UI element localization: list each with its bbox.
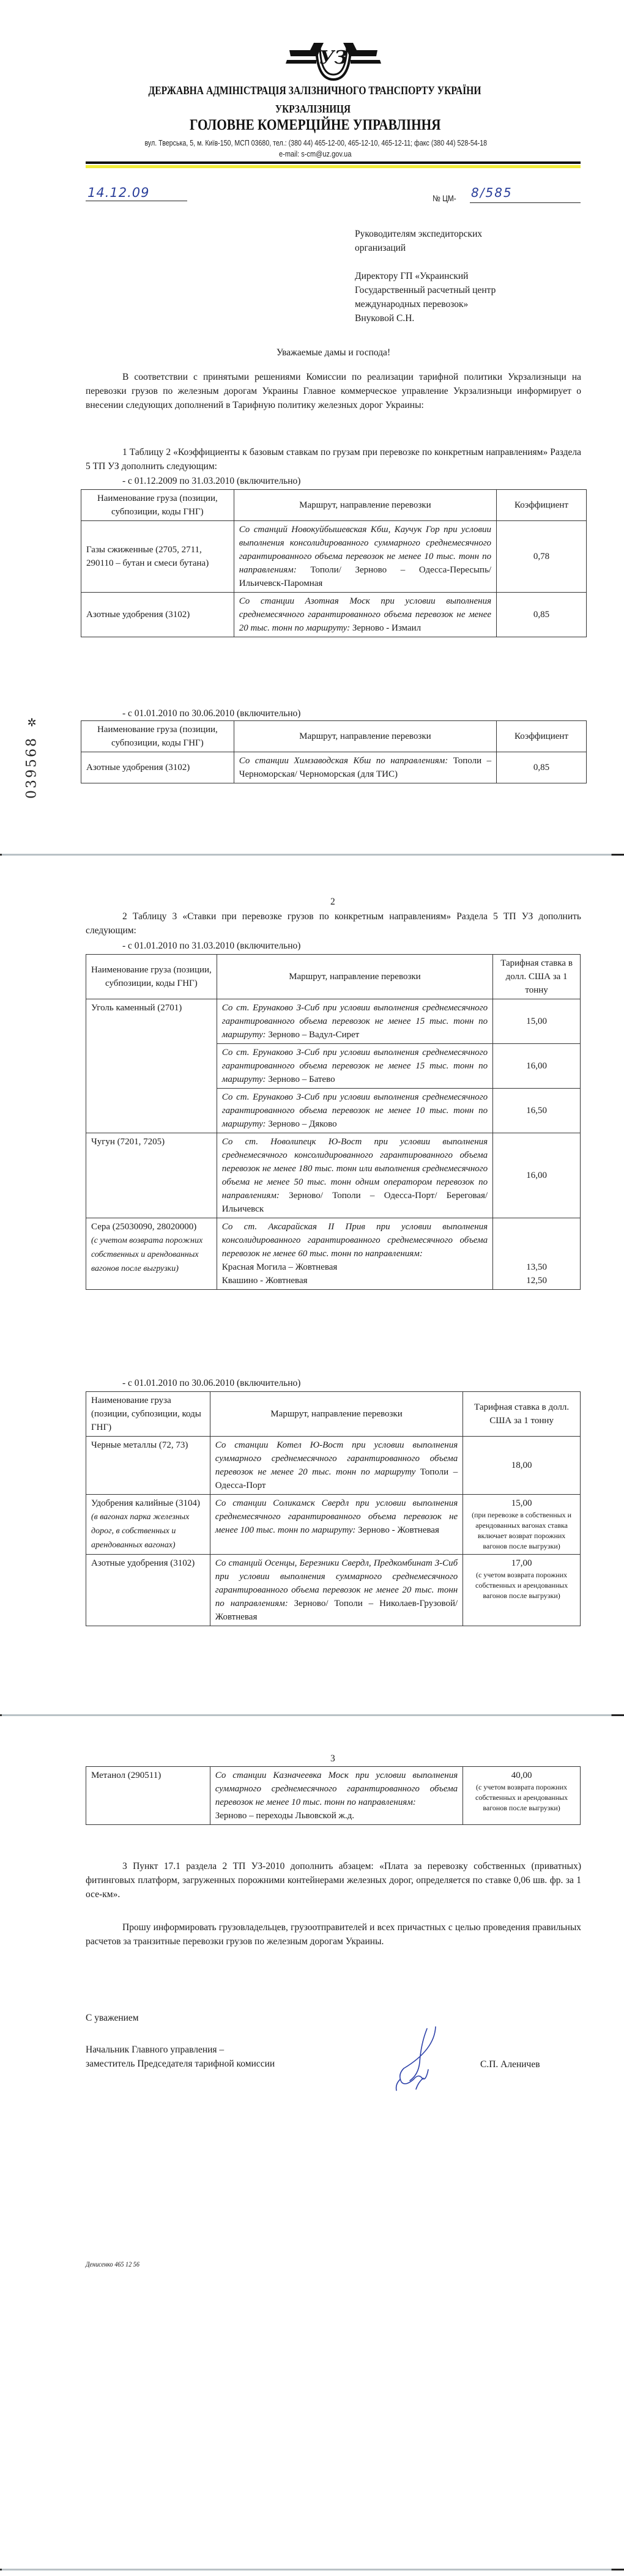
table-row <box>86 1767 581 1825</box>
addressee-line: Внуковой С.Н. <box>355 313 415 324</box>
cargo-cell: Азотные удобрения (3102) <box>86 1555 210 1626</box>
route-direction: Зерново - Жовтневая <box>358 1525 439 1535</box>
table-header-row <box>86 1392 581 1437</box>
route-cell <box>234 593 496 637</box>
addressee-director <box>355 269 575 325</box>
route-condition: Со ст. Ерунаково З-Сиб при условии выполнения среднемесячного гарантированного объема перевозок не менее 15 тыс. тонн по маршруту: <box>221 1048 488 1084</box>
cargo-note: (в вагонах парка железных дорог, в собственных и арендованных вагонах) <box>91 1512 190 1550</box>
cargo-cell: Чугун (7201, 7205) <box>86 1133 217 1218</box>
route-direction: Тополи/ Зерново – Одесса-Пересыпь/ Ильичевск-Паромная <box>239 565 492 588</box>
route-direction: Зерново/ Тополи – Одесса-Порт/ Береговая/ Ильичевск <box>221 1191 488 1214</box>
request-paragraph: Прошу информировать грузовладельцев, грузоотправителей и всех причастных с целью проведения правильных расчетов за транзитные перевозки грузов по железным дорогам Украины. <box>86 1922 581 1947</box>
letterhead-department: ГОЛОВНЕ КОМЕРЦІЙНЕ УПРАВЛІННЯ <box>189 117 441 133</box>
coefficients-table-2 <box>81 720 587 783</box>
col-header-cargo: Наименование груза (позиции, субпозиции, коды ГНГ) <box>81 490 234 521</box>
route-cell <box>210 1437 462 1495</box>
section2-period2: - с 01.01.2010 по 30.06.2010 (включительно) <box>122 1378 301 1388</box>
rate-value: 12,50 <box>526 1276 547 1286</box>
addressee-forwarders <box>355 227 575 255</box>
col-header-route: Маршрут, направление перевозки <box>210 1392 462 1437</box>
cargo-cell: Газы сжиженные (2705, 2711, 290110 – бутан и смеси бутана) <box>81 521 234 593</box>
rate-note: (с учетом возврата порожних собственных и арендованных вагонов после выгрузки) <box>475 1783 568 1812</box>
logo-text: УЗ <box>319 47 347 68</box>
coefficient-cell: 0,85 <box>497 752 587 783</box>
table-row <box>81 521 587 593</box>
col-header-route: Маршрут, направление перевозки <box>217 955 492 999</box>
route-cell <box>217 1089 492 1133</box>
page-separator <box>0 2569 624 2570</box>
route-condition: Со станции Казначеевка Моск при условии выполнения суммарного среднемесячного гарантированного объема перевозок не менее 10 тыс. тонн по направлениям: <box>215 1771 458 1807</box>
cargo-cell: Метанол (290511) <box>86 1767 210 1825</box>
col-header-cargo: Наименование груза (позиции, субпозиции, коды ГНГ) <box>81 721 234 752</box>
letterhead-title: ДЕРЖАВНА АДМІНІСТРАЦІЯ ЗАЛІЗНИЧНОГО ТРАНСПОРТУ УКРАЇНИ <box>148 84 481 97</box>
rates-table-2-continued <box>86 1766 581 1825</box>
addressee-line: Директору ГП «Украинский <box>355 271 469 281</box>
page-separator <box>0 1714 624 1716</box>
table-row <box>86 1133 581 1218</box>
rate-value: 13,50 <box>526 1262 547 1272</box>
col-header-route: Маршрут, направление перевозки <box>234 490 496 521</box>
signer-position <box>86 2043 367 2071</box>
coefficients-table-1 <box>81 489 587 637</box>
closing-regards: С уважением <box>86 2013 139 2023</box>
cargo-name: Удобрения калийные (3104) <box>91 1498 201 1508</box>
uz-railway-logo-icon <box>286 32 381 81</box>
route-direction: Квашино - Жовтневая <box>221 1276 308 1286</box>
col-header-cargo: Наименование груза (позиции, субпозиции, коды ГНГ) <box>86 955 217 999</box>
addressee-line: международных перевозок» <box>355 299 469 309</box>
route-condition: Со станции Соликамск Свердл при условии выполнения среднемесячного гарантированного объема перевозок не менее 100 тыс. тонн по маршруту: <box>215 1498 458 1535</box>
rate-cell <box>463 1555 581 1626</box>
route-direction: Зерново – Дяково <box>268 1119 337 1129</box>
letter-date: 14.12.09 <box>87 185 150 200</box>
rate-cell <box>463 1767 581 1825</box>
col-header-cargo: Наименование груза (позиции, субпозиции, коды ГНГ) <box>86 1392 210 1437</box>
route-cell <box>234 752 496 783</box>
page-number: 3 <box>330 1753 335 1764</box>
route-condition: Со станций Новокуйбышевская Кбш, Каучук Гор при условии выполнения консолидированного суммарного среднемесячного гарантированного объема перевозок не менее 10 тыс. тонн по направлениям: <box>239 525 492 575</box>
table-row <box>86 1555 581 1626</box>
number-underline <box>470 202 581 203</box>
rate-value: 15,00 <box>511 1498 532 1508</box>
route-condition: Со ст. Ерунаково З-Сиб при условии выполнения среднемесячного гарантированного объема перевозок не менее 10 тыс. тонн по маршруту: <box>221 1092 488 1129</box>
addressee-line: Государственный расчетный центр <box>355 285 496 295</box>
rate-note: (с учетом возврата порожних собственных и арендованных вагонов после выгрузки) <box>475 1571 568 1600</box>
rate-value: 17,00 <box>511 1558 532 1568</box>
route-direction: Зерново/ Тополи – Николаев-Грузовой/ Жовтневая <box>215 1599 458 1622</box>
section2-period1: - с 01.01.2010 по 31.03.2010 (включительно) <box>122 941 301 951</box>
col-header-coefficient: Коэффициент <box>497 490 587 521</box>
route-direction: Тополи – Черноморская/ Черноморская (для ТИС) <box>239 756 492 779</box>
route-direction: Зерново – Батево <box>268 1075 335 1084</box>
col-header-rate: Тарифная ставка в долл. США за 1 тонну <box>493 955 581 999</box>
position-line: заместитель Председателя тарифной комиссии <box>86 2059 275 2069</box>
route-cell <box>234 521 496 593</box>
stamp-number: 039568 <box>24 736 40 799</box>
table-header-row <box>86 955 581 999</box>
addressee-line: организаций <box>355 243 406 253</box>
cargo-cell <box>86 1495 210 1555</box>
cargo-cell: Уголь каменный (2701) <box>86 999 217 1133</box>
letter-number-value: 8/585 <box>471 185 513 200</box>
col-header-rate: Тарифная ставка в долл. США за 1 тонну <box>463 1392 581 1437</box>
route-cell <box>217 1044 492 1089</box>
rate-cell <box>493 1218 581 1290</box>
route-condition: Со ст. Новолипецк Ю-Вост при условии выполнения среднемесячного консолидированного гарантированного объема перевозок не менее 180 тыс. тонн или выполнения среднемесячного объема не менее 50 тыс. тонн одним оператором перевозок по направлениям: <box>221 1137 488 1201</box>
table-row <box>81 752 587 783</box>
route-cell <box>210 1495 462 1555</box>
cargo-cell <box>86 1218 217 1290</box>
rate-note: (при перевозке в собственных и арендованных вагонах ставка включает возврат порожних вагонов после выгрузки) <box>472 1511 572 1550</box>
page-separator <box>0 854 624 856</box>
section1-period2: - с 01.01.2010 по 30.06.2010 (включительно) <box>122 708 301 719</box>
rates-table-1 <box>86 954 581 1290</box>
route-condition: Со станции Котел Ю-Вост при условии выполнения суммарного среднемесячного гарантированного объема перевозок не менее 20 тыс. тонн по маршруту <box>215 1440 458 1477</box>
section2-text: 2 Таблицу 3 «Ставки при перевозке грузов по конкретным направлениям» Раздела 5 ТП УЗ дополнить следующим: <box>86 911 581 936</box>
executor-contact: Денисенко 465 12 56 <box>86 2260 140 2268</box>
route-direction: Красная Могила – Жовтневая <box>221 1262 338 1272</box>
table-header-row <box>81 490 587 521</box>
rate-cell: 15,00 <box>493 999 581 1044</box>
rate-cell: 18,00 <box>463 1437 581 1495</box>
rate-cell: 16,00 <box>493 1044 581 1089</box>
cargo-cell: Азотные удобрения (3102) <box>81 593 234 637</box>
route-condition: Со станции Химзаводская Кбш по направлениям: <box>239 756 448 766</box>
letterhead-email: e-mail: s-cm@uz.gov.ua <box>279 149 352 158</box>
route-cell <box>217 1133 492 1218</box>
section1-period1: - с 01.12.2009 по 31.03.2010 (включительно) <box>122 476 301 486</box>
coefficient-cell: 0,85 <box>497 593 587 637</box>
route-condition: Со ст. Аксарайская II Прив при условии выполнения консолидированного гарантированного среднемесячного объема перевозок не менее 60 тыс. тонн по направлениям: <box>221 1222 488 1259</box>
salutation: Уважаемые дамы и господа! <box>276 347 391 358</box>
cargo-cell: Азотные удобрения (3102) <box>81 752 234 783</box>
route-condition: Со ст. Ерунаково З-Сиб при условии выполнения среднемесячного гарантированного объема перевозок не менее 15 тыс. тонн по маршруту: <box>221 1003 488 1040</box>
rate-cell: 16,00 <box>493 1133 581 1218</box>
route-cell <box>217 999 492 1044</box>
page-number: 2 <box>330 897 335 907</box>
table-row <box>86 1495 581 1555</box>
route-condition: Со станции Азотная Моск при условии выполнения среднемесячного гарантированного объема перевозок не менее 20 тыс. тонн по маршруту: <box>239 596 492 633</box>
route-direction: Зерново – переходы Львовской ж.д. <box>215 1811 354 1821</box>
letterhead-address: вул. Тверська, 5, м. Київ-150, МСП 03680, тел.: (380 44) 465-12-00, 465-12-10, 465-12-11; факс (380 44) 528-54-18 <box>144 138 488 147</box>
table-row <box>86 1218 581 1290</box>
route-direction: Зерново - Измаил <box>352 623 422 633</box>
route-cell <box>210 1555 462 1626</box>
cargo-note: (с учетом возврата порожних собственных и арендованных вагонов после выгрузки) <box>91 1236 203 1273</box>
rate-cell <box>463 1495 581 1555</box>
registration-stamp <box>20 709 44 799</box>
rates-table-2 <box>86 1391 581 1626</box>
table-header-row <box>81 721 587 752</box>
section3-paragraph: 3 Пункт 17.1 раздела 2 ТП УЗ-2010 дополнить абзацем: «Плата за перевозку собственных (приватных) фитинговых платформ, загруженных порожними контейнерами железных дорог, определяется по ставке 0,06 шв. фр. за 1 осе-км». <box>86 1861 581 1900</box>
section1-text: 1 Таблицу 2 «Коэффициенты к базовым ставкам по грузам при перевозке по конкретным направлениям» Раздела 5 ТП УЗ дополнить следующим: <box>86 447 581 472</box>
route-cell <box>217 1218 492 1290</box>
intro-paragraph: В соответствии с принятыми решениями Комиссии по реализации тарифной политики Укрзализныци на перевозки грузов по железным дорогам Украины Главное коммерческое управление Укрзализныци информирует о внесении следующих дополнений в Тарифную политику железных дорог Украины: <box>86 372 581 410</box>
signer-name: С.П. Аленичев <box>480 2059 540 2070</box>
rate-cell: 16,50 <box>493 1089 581 1133</box>
addressee-line: Руководителям экспедиторских <box>355 229 483 239</box>
route-cell <box>210 1767 462 1825</box>
cargo-cell: Черные металлы (72, 73) <box>86 1437 210 1495</box>
rate-value: 40,00 <box>511 1771 532 1780</box>
letterhead-org: УКРЗАЛІЗНИЦЯ <box>275 103 351 115</box>
stamp-flower-icon: ✲ <box>27 716 37 729</box>
letter-number-label: № ЦМ- <box>433 193 456 203</box>
cargo-name: Сера (25030090, 28020000) <box>91 1222 197 1232</box>
coefficient-cell: 0,78 <box>497 521 587 593</box>
route-direction: Зерново – Вадул-Сирет <box>268 1030 360 1040</box>
header-rule-black <box>86 161 581 164</box>
col-header-route: Маршрут, направление перевозки <box>234 721 496 752</box>
col-header-coefficient: Коэффициент <box>497 721 587 752</box>
table-row <box>81 593 587 637</box>
route-direction: Тополи – Одесса-Порт <box>215 1467 458 1490</box>
table-row <box>86 1437 581 1495</box>
handwritten-signature-icon <box>392 2026 453 2093</box>
route-condition: Со станций Осенцы, Березники Свердл, Предкомбинат З-Сиб при условии выполнения суммарного среднемесячного гарантированного объема перевозок не менее 20 тыс. тонн по направлениям: <box>215 1558 458 1608</box>
position-line: Начальник Главного управления – <box>86 2045 225 2055</box>
table-row <box>86 999 581 1044</box>
header-rule-yellow <box>86 165 581 168</box>
